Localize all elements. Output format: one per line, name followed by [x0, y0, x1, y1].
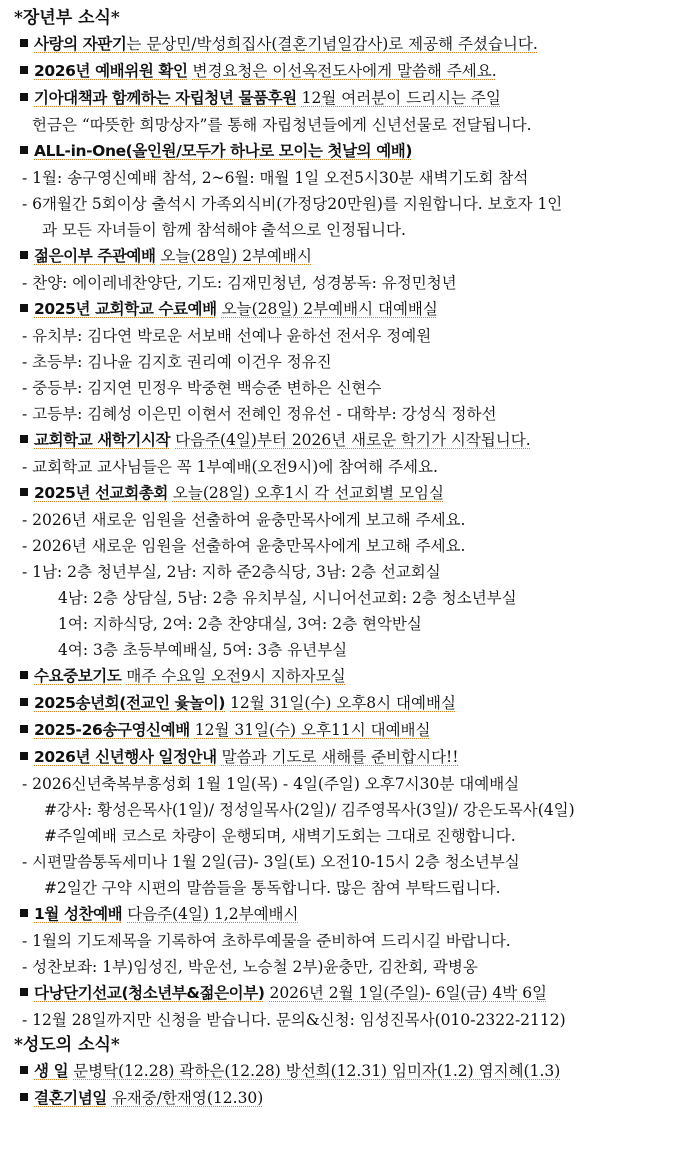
- notice-head: 사랑의 자판기: [34, 35, 127, 53]
- notice-line: - 성찬보좌: 1부)임성진, 박운선, 노승철 2부)윤충만, 김찬회, 곽병옹: [22, 958, 478, 976]
- square-bullet-icon: [20, 488, 28, 496]
- square-bullet-icon: [20, 1066, 28, 1074]
- notice-line: #2일간 구약 시편의 말씀들을 통독합니다. 많은 참여 부탁드립니다.: [44, 879, 501, 897]
- notice-head: 2025-26송구영신예배: [34, 721, 190, 739]
- notice-head: 2026년 신년행사 일정안내: [34, 748, 217, 766]
- notice-text: 매주 수요일 오전9시 지하자모실: [126, 667, 346, 685]
- notice-line: - 고등부: 김혜성 이은민 이현서 전혜인 정유선 - 대학부: 강성식 정하선: [22, 405, 497, 423]
- square-bullet-icon: [20, 909, 28, 917]
- notice-line: - 중등부: 김지연 민정우 박중현 백승준 변하은 신현수: [22, 379, 382, 397]
- square-bullet-icon: [20, 304, 28, 312]
- notice-line: 과 모든 자녀들이 함께 참석해야 출석으로 인정됩니다.: [42, 221, 406, 239]
- notice-head: ALL-in-One(올인원/모두가 하나로 모이는 첫날의 예배): [34, 142, 413, 160]
- section-title-members: *성도의 소식*: [14, 1035, 120, 1055]
- notice-young-adult-worship: [14, 243, 681, 270]
- square-bullet-icon: [20, 251, 28, 259]
- notice-text: 다음주(4일) 1,2부예배시: [127, 905, 299, 923]
- notice-line: - 유치부: 김다연 박로운 서보배 선예나 윤하선 전서우 정예원: [22, 327, 432, 345]
- notice-text: 12월 여러분이 드리시는 주일: [301, 89, 501, 107]
- notice-youth-support: [14, 85, 681, 112]
- notice-head: 다낭단기선교(청소년부&젊은이부): [34, 984, 265, 1002]
- notice-school-completion: [14, 296, 681, 323]
- notice-watchnight-service: [14, 717, 681, 744]
- notice-anniversaries: [14, 1085, 681, 1112]
- notice-head: 생 일: [34, 1062, 69, 1080]
- notice-head: 2025송년회(전교인 윷놀이): [34, 694, 226, 712]
- notice-mission-assembly: [14, 480, 681, 507]
- notice-communion: [14, 901, 681, 928]
- square-bullet-icon: [20, 93, 28, 101]
- notice-text: 문병탁(12.28) 곽하은(12.28) 방선희(12.31) 임미자(1.2) 염지혜(1.3): [73, 1062, 561, 1080]
- notice-head: 결혼기념일: [34, 1089, 107, 1107]
- notice-new-semester: [14, 427, 681, 454]
- notice-line: - 교회학교 교사님들은 꼭 1부예배(오전9시)에 참여해 주세요.: [22, 458, 438, 476]
- notice-head: 젊은이부 주관예배: [34, 247, 156, 265]
- notice-text: 변경요청은 이선옥전도사에게 말씀해 주세요.: [192, 62, 497, 80]
- square-bullet-icon: [20, 66, 28, 74]
- notice-line: - 2026년 새로운 임원을 선출하여 윤충만목사에게 보고해 주세요.: [22, 511, 466, 529]
- notice-all-in-one: [14, 138, 681, 165]
- notice-head: 수요중보기도: [34, 667, 122, 685]
- notice-text: 12월 31일(수) 오후11시 대예배실: [194, 721, 431, 739]
- notice-line: - 2026년 새로운 임원을 선출하여 윤충만목사에게 보고해 주세요.: [22, 537, 466, 555]
- notice-line: - 1월의 기도제목을 기록하여 초하루예물을 준비하여 드리시길 바랍니다.: [22, 932, 511, 950]
- notice-line: - 12월 28일까지만 신청을 받습니다. 문의&신청: 임성진목사(010-2322-2112): [22, 1011, 566, 1029]
- notice-line: - 찬양: 에이레네찬양단, 기도: 김재민청년, 성경봉독: 유정민청년: [22, 274, 457, 292]
- notice-worship-committee: [14, 58, 681, 85]
- notice-line: 4남: 2층 상담실, 5남: 2층 유치부실, 시니어선교회: 2층 청소년부실: [58, 589, 517, 607]
- notice-vending: [14, 31, 681, 58]
- notice-head: 2025년 선교회총회: [34, 484, 168, 502]
- notice-new-year-events: [14, 744, 681, 771]
- notice-year-end-party: [14, 690, 681, 717]
- notice-line: 헌금은 “따뜻한 희망상자”를 통해 자립청년들에게 신년선물로 전달됩니다.: [32, 116, 532, 134]
- square-bullet-icon: [20, 752, 28, 760]
- notice-text: 12월 31일(수) 오후8시 대예배실: [230, 694, 456, 712]
- notice-birthdays: [14, 1058, 681, 1085]
- notice-line: #강사: 황성은목사(1일)/ 정성일목사(2일)/ 김주영목사(3일)/ 강은도목사(4일): [44, 801, 575, 819]
- notice-text: 는 문상민/박성희집사(결혼기념일감사)로 제공해 주셨습니다.: [126, 35, 538, 53]
- square-bullet-icon: [20, 725, 28, 733]
- square-bullet-icon: [20, 671, 28, 679]
- notice-text: 오늘(28일) 2부예배시: [160, 247, 312, 265]
- notice-text: 2026년 2월 1일(주일)- 6일(금) 4박 6일: [269, 984, 548, 1002]
- square-bullet-icon: [20, 39, 28, 47]
- notice-line: - 1남: 2층 청년부실, 2남: 지하 준2층식당, 3남: 2층 선교회실: [22, 563, 441, 581]
- notice-head: 교회학교 새학기시작: [34, 431, 171, 449]
- notice-line: - 시편말씀통독세미나 1월 2일(금)- 3일(토) 오전10-15시 2층 청소년부실: [22, 853, 520, 871]
- notice-text: 오늘(28일) 오후1시 각 선교회별 모임실: [172, 484, 444, 502]
- notice-line: - 초등부: 김나윤 김지호 권리예 이건우 정유진: [22, 353, 332, 371]
- notice-head: 2025년 교회학교 수료예배: [34, 300, 217, 318]
- notice-line: 4여: 3층 초등부예배실, 5여: 3층 유년부실: [58, 641, 348, 659]
- square-bullet-icon: [20, 698, 28, 706]
- square-bullet-icon: [20, 435, 28, 443]
- square-bullet-icon: [20, 988, 28, 996]
- notice-wednesday-prayer: [14, 663, 681, 690]
- notice-text: 오늘(28일) 2부예배시 대예배실: [221, 300, 438, 318]
- notice-line: #주일예배 코스로 차량이 운행되며, 새벽기도회는 그대로 진행합니다.: [44, 827, 516, 845]
- square-bullet-icon: [20, 146, 28, 154]
- notice-head: 1월 성찬예배: [34, 905, 123, 923]
- notice-line: - 6개월간 5회이상 출석시 가족외식비(가정당20만원)를 지원합니다. 보호자 1인: [22, 195, 563, 213]
- notice-danang-mission: [14, 980, 681, 1007]
- notice-text: 다음주(4일)부터 2026년 새로운 학기가 시작됩니다.: [175, 431, 531, 449]
- notice-head: 기아대책과 함께하는 자립청년 물품후원: [34, 89, 297, 107]
- notice-text: 유재중/한재영(12.30): [111, 1089, 264, 1107]
- notice-line: - 1월: 송구영신예배 참석, 2~6월: 매월 1일 오전5시30분 새벽기도회 참석: [22, 169, 529, 187]
- notice-line: - 2026신년축복부흥성회 1월 1일(목) - 4일(주일) 오후7시30분 대예배실: [22, 775, 520, 793]
- notice-head: 2026년 예배위원 확인: [34, 62, 188, 80]
- section-title-elders: *장년부 소식*: [14, 8, 120, 28]
- notice-text: 말씀과 기도로 새해를 준비합시다!!: [221, 748, 459, 766]
- square-bullet-icon: [20, 1093, 28, 1101]
- notice-line: 1여: 지하식당, 2여: 2층 찬양대실, 3여: 2층 현악반실: [58, 615, 422, 633]
